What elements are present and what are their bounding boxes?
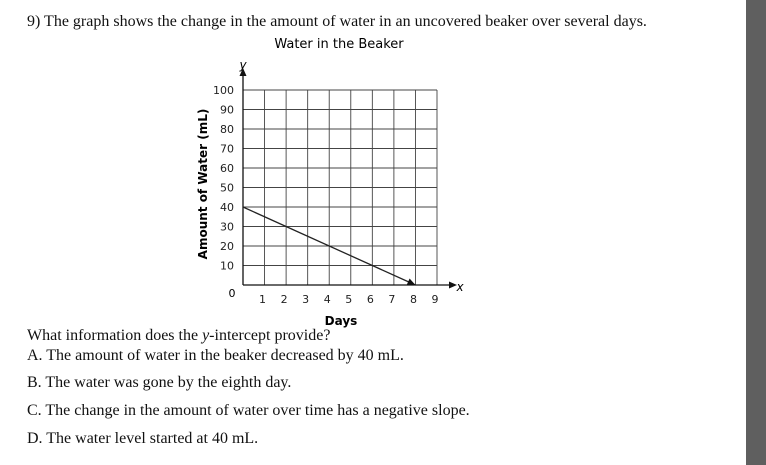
y-tick-label: 20 <box>220 240 234 253</box>
prompt-text <box>27 327 330 345</box>
x-axis-label: Days <box>324 314 358 328</box>
chart-title: Water in the Beaker <box>274 37 404 52</box>
y-tick-label: 40 <box>220 201 234 214</box>
right-scrollbar[interactable] <box>746 0 766 465</box>
prompt-variable: y <box>202 327 210 344</box>
y-tick-label: 10 <box>220 259 234 273</box>
x-tick-label: 8 <box>409 293 417 306</box>
y-tick-label: 60 <box>220 162 234 175</box>
chart-grid <box>243 90 437 285</box>
origin-label: 0 <box>228 287 236 300</box>
x-axis-letter: x <box>456 280 464 294</box>
x-tick-label: 9 <box>431 293 439 306</box>
y-axis-letter: y <box>239 58 247 72</box>
chart-axes <box>240 68 458 289</box>
x-tick-label: 6 <box>366 293 374 306</box>
option-d[interactable]: D. The water level started at 40 mL. <box>27 430 259 447</box>
y-tick-label: 100 <box>213 84 234 97</box>
prompt-after: -intercept provide? <box>209 327 331 344</box>
y-tick-labels <box>213 84 234 273</box>
y-tick-label: 30 <box>220 220 234 234</box>
x-tick-label: 3 <box>302 293 310 306</box>
y-tick-label: 50 <box>220 181 234 195</box>
question-text: 9) The graph shows the change in the amount of water in an uncovered beaker over several days. <box>27 13 647 30</box>
x-tick-label: 4 <box>323 293 331 306</box>
y-axis-label: Amount of Water (mL) <box>196 108 210 260</box>
y-tick-label: 70 <box>220 142 234 156</box>
option-a[interactable]: A. The amount of water in the beaker decreased by 40 mL. <box>27 347 404 364</box>
option-c[interactable]: C. The change in the amount of water over time has a negative slope. <box>27 402 470 419</box>
x-tick-label: 7 <box>388 293 396 306</box>
y-tick-label: 80 <box>220 123 234 136</box>
option-b[interactable]: B. The water was gone by the eighth day. <box>27 374 292 391</box>
y-tick-label: 90 <box>220 103 234 117</box>
x-tick-label: 5 <box>345 293 353 306</box>
x-tick-label: 2 <box>280 293 288 306</box>
x-tick-labels <box>259 293 438 306</box>
x-tick-label: 1 <box>259 293 267 306</box>
prompt-before: What information does the <box>27 327 203 344</box>
